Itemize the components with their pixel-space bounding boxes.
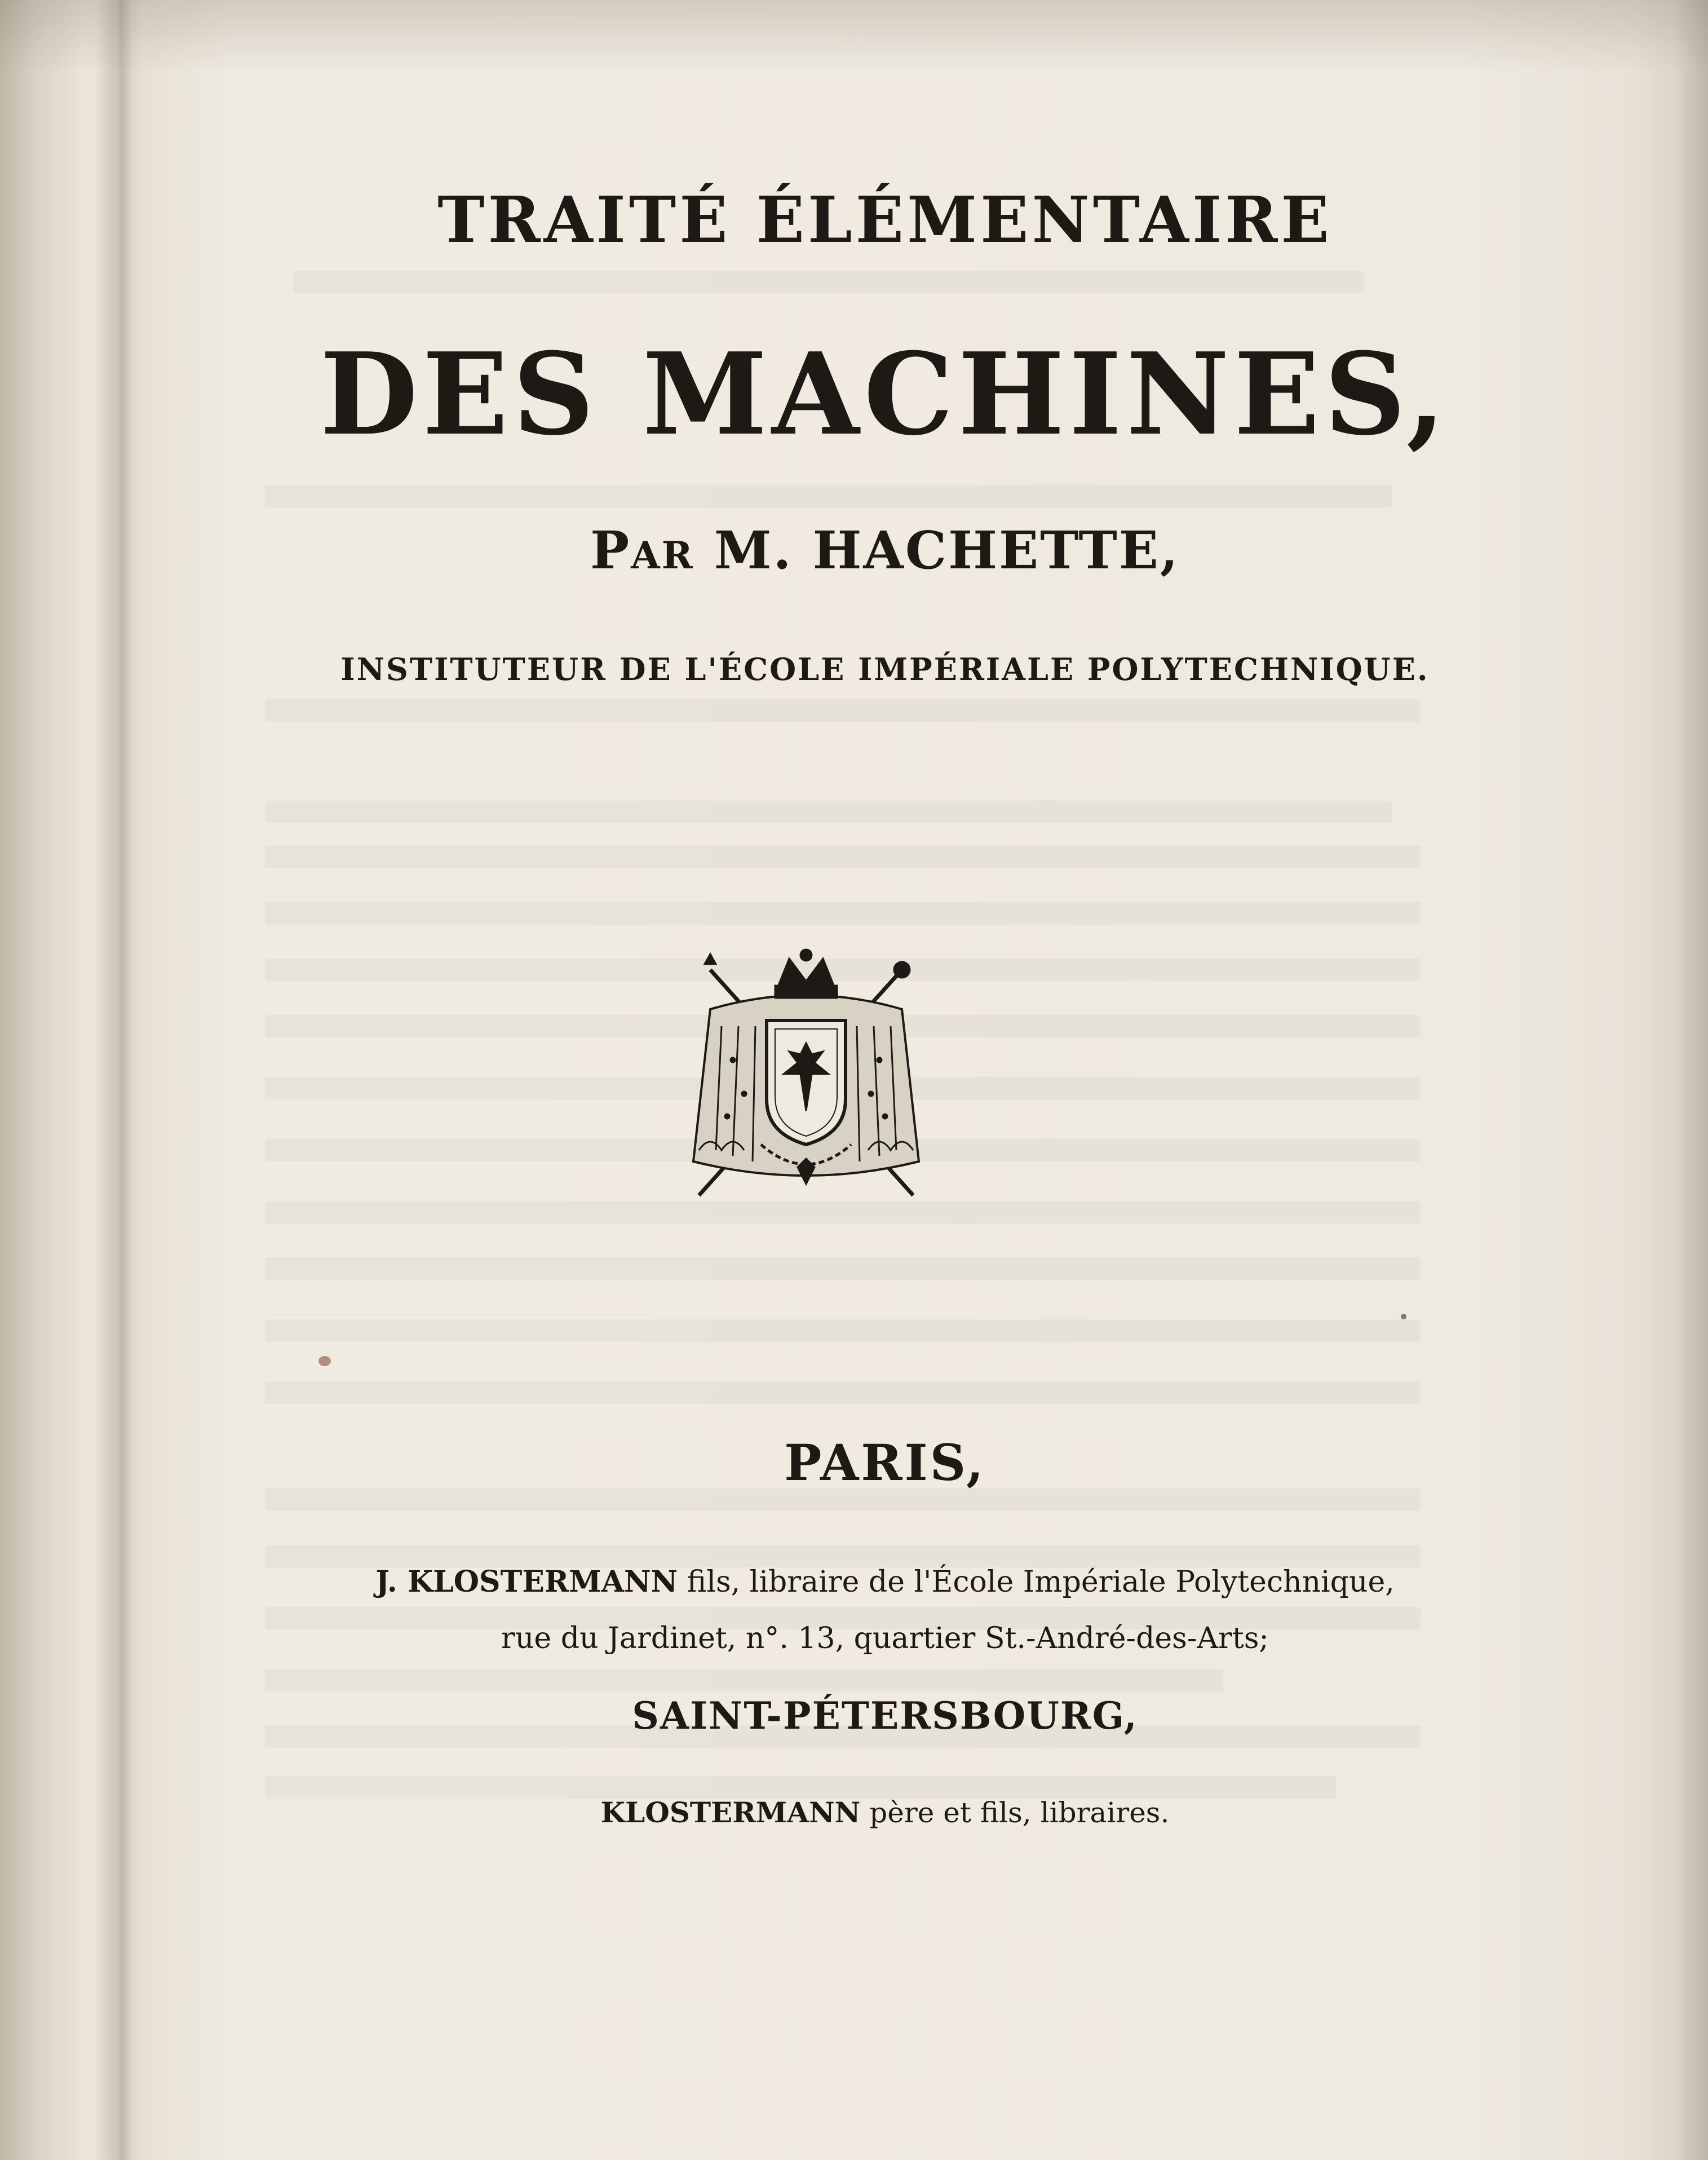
publisher-1-name: J. KLOSTERMANN [375,1565,678,1599]
publisher-2-name: KLOSTERMANN [600,1796,861,1829]
author-title: INSTITUTEUR DE L'ÉCOLE IMPÉRIALE POLYTECHNIQUE. [340,651,1430,687]
title-line-1: TRAITÉ ÉLÉMENTAIRE [437,183,1333,257]
title-line-2: DES MACHINES, [320,328,1450,461]
page-edge [1674,0,1708,2160]
imperial-coat-of-arms-icon [676,947,936,1207]
publisher-1-description: fils, libraire de l'École Impériale Polytechnique, [678,1565,1395,1599]
city-paris: PARIS, [784,1433,986,1492]
title-page-content [169,0,1601,2160]
publisher-line-2 [169,1796,1601,1829]
author-name: M. HACHETTE, [714,520,1180,581]
publisher-line-1 [169,1567,1601,1597]
publisher-2-description: père et fils, libraires. [860,1796,1170,1829]
gutter-shadow [96,0,141,2160]
city-saint-petersbourg: SAINT-PÉTERSBOURG, [632,1694,1138,1738]
publisher-address: rue du Jardinet, n°. 13, quartier St.-André-des-Arts; [501,1622,1269,1655]
author-prefix-initial: P [590,520,631,581]
author-prefix-rest: AR [631,533,694,577]
author-line [169,520,1601,581]
